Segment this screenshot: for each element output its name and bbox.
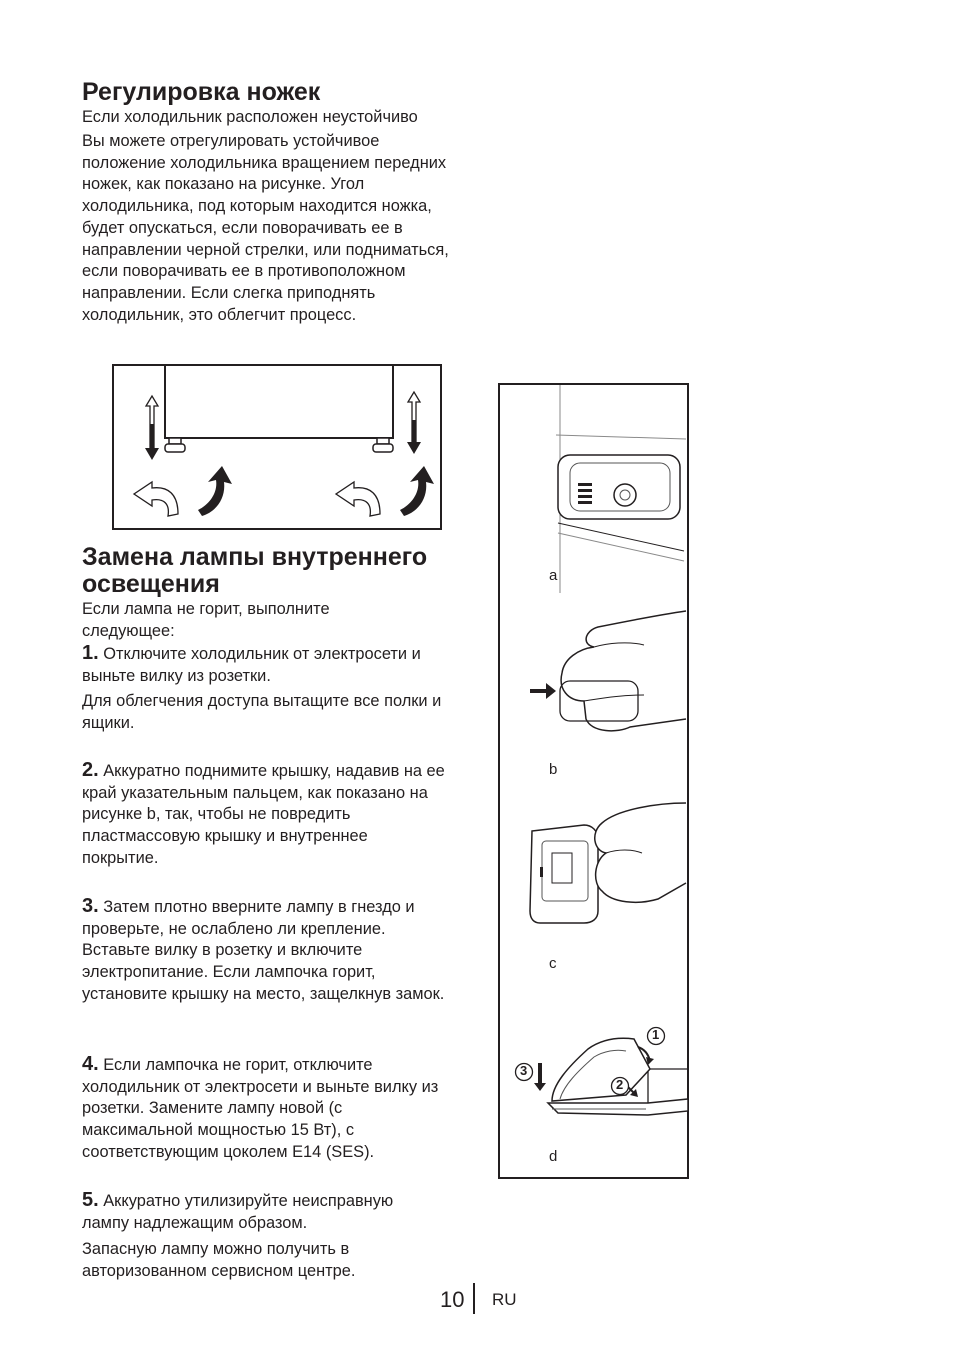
step-number: 2.	[82, 759, 99, 781]
language-code: RU	[492, 1290, 517, 1309]
step-1-note: Для облегчения доступа вытащите все полки и ящики.	[82, 692, 442, 732]
step-number: 4.	[82, 1053, 99, 1075]
step-1	[82, 643, 466, 687]
step-2	[82, 760, 446, 870]
callout-3-label: 3	[520, 1063, 528, 1078]
section-title-lamp-line2: освещения	[82, 570, 220, 598]
step-3	[82, 896, 448, 1006]
step-number: 3.	[82, 895, 99, 917]
step-text: Отключите холодильник от электросети и выньте вилку из розетки.	[82, 645, 421, 685]
callout-1-label: 1	[652, 1027, 660, 1042]
panel-label-d: d	[549, 1148, 558, 1165]
panel-label-c: c	[549, 955, 557, 972]
section-body-feet: Вы можете отрегулировать устойчивое положение холодильника вращением передних ножек, как показано на рисунке. Угол холодильника, под которым находится ножка, будет опускаться, если поворачивать ее в направлении черной стрелки, или подниматься, если поворачивать ее в противоположном направлении. Если слегка приподнять холодильник, это облегчит процесс.	[82, 132, 449, 324]
callout-2-label: 2	[616, 1077, 624, 1092]
section-title-feet: Регулировка ножек	[82, 78, 321, 106]
step-text: Аккуратно утилизируйте неисправную лампу надлежащим образом.	[82, 1192, 394, 1232]
step-text: Затем плотно вверните лампу в гнездо и проверьте, не ослаблено ли крепление. Вставьте вилку в розетку и включите электропитание. Если лампочка горит, установите крышку на место, защелкнув замок.	[82, 898, 445, 1003]
panel-label-b: b	[549, 761, 558, 778]
page-number: 10	[440, 1287, 465, 1312]
step-5	[82, 1190, 444, 1234]
section-subtitle-feet: Если холодильник расположен неустойчиво	[82, 108, 418, 126]
step-number: 5.	[82, 1189, 99, 1211]
step-text: Если лампочка не горит, отключите холодильник от электросети и выньте вилку из розетки. Замените лампу новой (с максимальной мощностью 15 Вт), с соответствующим цоколем E14 (SES).	[82, 1056, 439, 1161]
footer-note: Запасную лампу можно получить в авторизованном сервисном центре.	[82, 1240, 356, 1280]
step-text: Аккуратно поднимите крышку, надавив на ее край указательным пальцем, как показано на рисунке b, так, чтобы не повредить пластмассовую крышку и внутреннее покрытие.	[82, 762, 445, 867]
step-4	[82, 1054, 444, 1164]
lamp-intro: Если лампа не горит, выполните следующее:	[82, 600, 330, 640]
step-number: 1.	[82, 642, 99, 664]
feet-adjustment-figure	[112, 364, 442, 530]
fridge-body	[165, 365, 393, 438]
panel-label-a: a	[549, 567, 558, 584]
section-title-lamp-line1: Замена лампы внутреннего	[82, 543, 428, 571]
footer-divider	[473, 1283, 475, 1314]
